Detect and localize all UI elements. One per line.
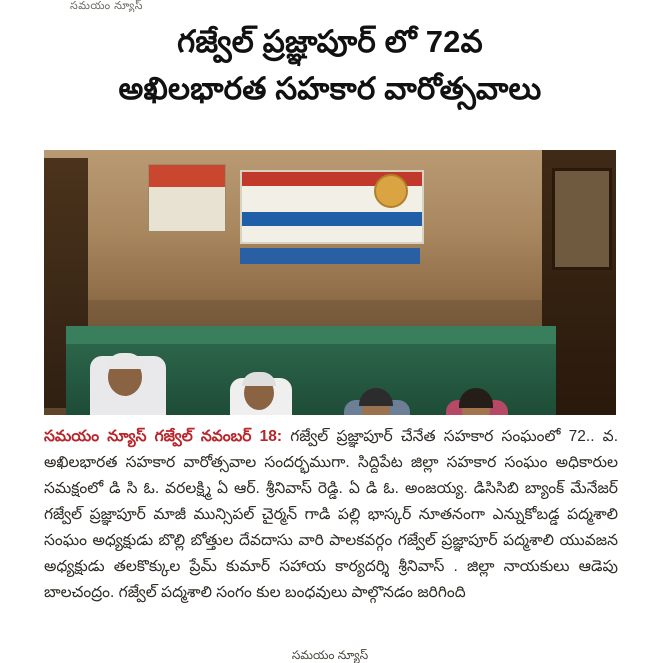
footer-text: సమయం న్యూస్ xyxy=(291,648,369,662)
table-cloth xyxy=(66,326,556,344)
photo-window xyxy=(552,168,612,270)
article-text: గజ్వేల్ ప్రజ్ఞాపూర్ చేనేత సహకార సంఘంలో 72.. వ. అఖిలభారత సహకార వారోత్సవాల సందర్భముగా. సిద్దిపేట జిల్లా సహకార సంఘం అధికారుల సమక్షంలో డి సి ఓ. వరలక్ష్మి ఏ ఆర్. శ్రీనివాస్ రెడ్డి. ఏ డి ఓ. అంజయ్య. డిసిసిబి బ్యాంక్ మేనేజర్ గజ్వేల్ ప్రజ్ఞాపూర్ మాజీ మున్సిపల్ చైర్మన్ గాడి పల్లి భాస్కర్ నూతనంగా ఎన్నుకోబడ్డ పద్మశాలి సంఘం అధ్యక్షుడు బొల్లి బోత్తుల దేవదాసు వారి పాలకవర్గం గజ్వేల్ ప్రజ్ఞాపూర్ పద్మశాలి యువజన అధ్యక్షుడు తలకొక్కుల ప్రేమ్ కుమార్ సహాయ కార్యదర్శి శ్రీనివాస్ . జిల్లా నాయకులు ఆడెపు బాలచంద్రం. గజ్వేల్ పద్మశాలి సంగం కుల బంధవులు పాల్గొనడం జరిగింది xyxy=(44,428,618,601)
article-dateline: సమయం న్యూస్ గజ్వేల్ నవంబర్ 18: xyxy=(44,428,283,445)
page-title xyxy=(0,18,660,112)
article-body xyxy=(44,424,618,606)
top-strip-text: సమయం న్యూస్ xyxy=(70,0,143,12)
headline-line-2: అఖిలభారత సహకార వారోత్సవాలు xyxy=(118,71,542,106)
banner-blue-band xyxy=(242,212,422,226)
cooperative-emblem-icon xyxy=(374,174,408,208)
headline-line-1: గజ్వేల్ ప్రజ్ఞాపూర్ లో 72వ xyxy=(177,24,483,59)
banner-bottom-strip xyxy=(240,248,420,264)
wall-calendar xyxy=(148,164,226,232)
article-photo xyxy=(44,150,616,415)
calendar-header xyxy=(149,165,225,187)
